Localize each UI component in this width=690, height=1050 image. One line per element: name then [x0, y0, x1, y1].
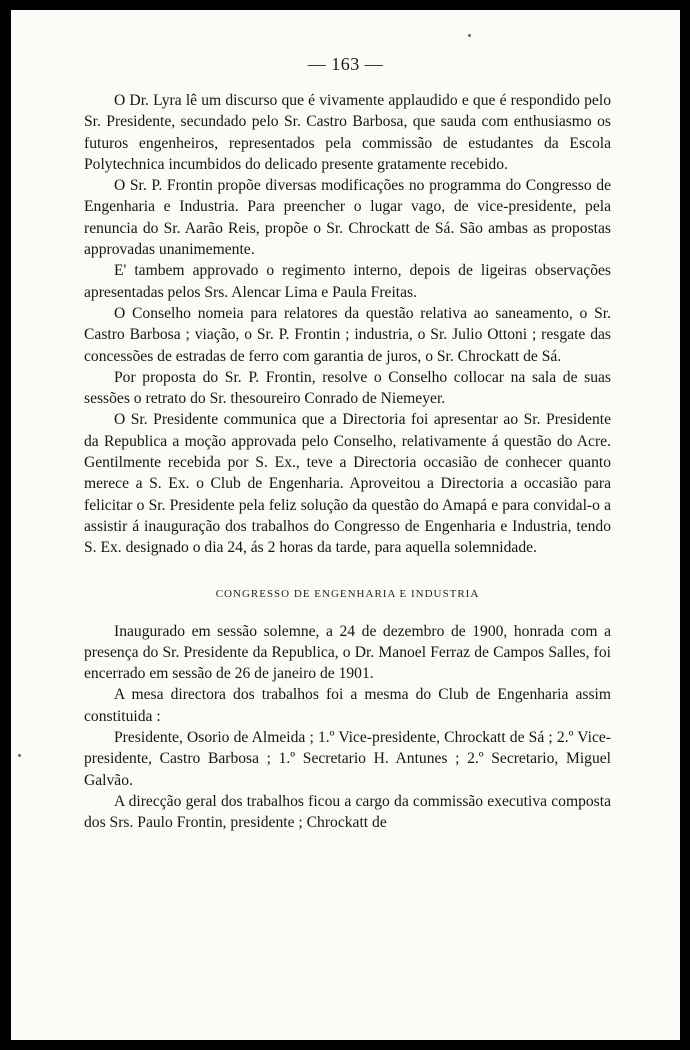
- paragraph: O Sr. P. Frontin propõe diversas modificações no programma do Congresso de Engenharia e Industria. Para preencher o lugar vago, de vice-presidente, pela renuncia do Sr. Aarão Reis, propõe o Sr. Chrockatt de Sá. São ambas as propostas approvadas unanimemente.: [84, 177, 611, 259]
- paragraph: O Sr. Presidente communica que a Directoria foi apresentar ao Sr. Presidente da Republica a moção approvada pelo Conselho, relativamente á questão do Acre. Gentilmente recebida por S. Ex., teve a Directoria occasião de conhecer quanto merece a S. Ex. o Club de Engenharia. Aproveitou a Directoria a occasião para felicitar o Sr. Presidente pela feliz solução da questão do Amapá e para convidal-o a assistir á inauguração dos trabalhos do Congresso de Engenharia e Industria, tendo S. Ex. designado o dia 24, ás 2 horas da tarde, para aquella solemnidade.: [84, 411, 611, 557]
- paragraph: O Dr. Lyra lê um discurso que é vivamente applaudido e que é respondido pelo Sr. Presidente, secundado pelo Sr. Castro Barbosa, que sauda com enthusiasmo os futuros engenheiros, representados pela commissão de estudantes da Escola Polytechnica incumbidos do delicado presente gratamente recebido.: [84, 92, 611, 173]
- page-number: — 163 —: [307, 54, 384, 74]
- paper-speck: [18, 754, 21, 757]
- paragraph: Por proposta do Sr. P. Frontin, resolve o Conselho collocar na sala de suas sessões o retrato do Sr. thesoureiro Conrado de Niemeyer.: [84, 368, 611, 408]
- paragraph: A direcção geral dos trabalhos ficou a cargo da commissão executiva composta dos Srs. Paulo Frontin, presidente ; Chrockatt de: [84, 792, 611, 832]
- document-page: [11, 10, 680, 1040]
- paragraph: Inaugurado em sessão solemne, a 24 de dezembro de 1900, honrada com a presença do Sr. Presidente da Republica, o Dr. Manoel Ferraz de Campos Salles, foi encerrado em sessão de 26 de janeiro de 1901.: [84, 622, 611, 683]
- paragraph: E' tambem approvado o regimento interno, depois de ligeiras observações apresentadas pelos Srs. Alencar Lima e Paula Freitas.: [84, 262, 611, 301]
- paragraph: A mesa directora dos trabalhos foi a mesma do Club de Engenharia assim constituida :: [84, 686, 611, 725]
- body-text: [84, 90, 611, 834]
- paragraph: Presidente, Osorio de Almeida ; 1.º Vice-presidente, Chrockatt de Sá ; 2.º Vice-presidente, Castro Barbosa ; 1.º Secretario H. Antunes ; 2.º Secretario, Miguel Galvão.: [84, 729, 611, 789]
- paper-speck: [468, 34, 471, 37]
- paragraph: O Conselho nomeia para relatores da questão relativa ao saneamento, o Sr. Castro Barbosa ; viação, o Sr. P. Frontin ; industria, o Sr. Julio Ottoni ; resgate das concessões de estradas de ferro com garantia de juros, o Sr. Chrockatt de Sá.: [84, 304, 611, 365]
- section-heading: CONGRESSO DE ENGENHARIA E INDUSTRIA: [215, 587, 480, 600]
